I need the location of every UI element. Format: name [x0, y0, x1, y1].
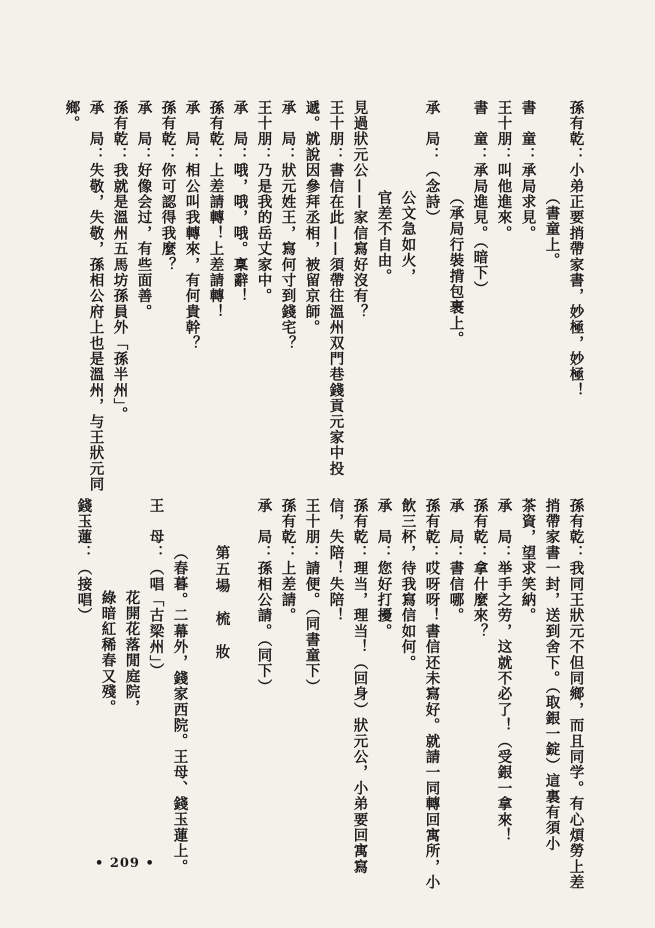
script-column: 信，失陪！失陪！ — [327, 498, 345, 624]
script-column: 承 局：狀元姓王，寫何寸到錢宅？ — [279, 100, 297, 352]
script-column: 捎帶家書一封，送到舍下。（取銀一錠）這裏有須小 — [543, 498, 561, 852]
verse-line: 官差不自由。 — [375, 190, 393, 285]
stage-direction: （承局行裝揹包裹上。 — [447, 190, 465, 347]
script-column: 書 童：承局求見。 — [519, 100, 537, 242]
script-column: 承 局：（念詩） — [423, 100, 441, 226]
script-column: 孫有乾：上差請轉！上差請轉！ — [207, 100, 225, 320]
script-column: 飲三杯，待我寫信如何。 — [399, 498, 417, 671]
script-column: 王十朋：乃是我的岳丈家中。 — [255, 100, 273, 305]
script-column: 承 局：書信哪。 — [447, 498, 465, 624]
script-column: 孫有乾：上差請。 — [279, 498, 297, 624]
script-column: 孫有乾：小弟正要捎帶家書，妙極，妙極！ — [567, 100, 585, 399]
stage-direction: （書童上。 — [543, 190, 561, 269]
script-column: 承 局：您好打擾。 — [375, 498, 393, 640]
script-column: 錢玉蓮：（接唱） — [75, 498, 93, 624]
verse-line: 花開花落閒庭院， — [123, 590, 141, 716]
script-column: 承 局：孫相公請。（同下） — [255, 498, 273, 695]
script-column: 遞。就說因參拜丞相，被留京師。 — [303, 100, 321, 336]
script-column: 鄉。 — [63, 100, 81, 132]
script-column: 孫有乾：我同王狀元不但同鄉，而且同学。有心煩勞上差 — [567, 498, 585, 891]
script-column: 孫有乾：我就是溫州五馬坊孫員外「孫半州」。 — [111, 100, 129, 423]
script-column: 承 局：失敬，失敬，孫相公府上也是溫州，与王狀元同 — [87, 100, 105, 493]
script-column: 孫有乾：你可認得我麼？ — [159, 100, 177, 273]
script-column: 書 童：承局進見。（暗下） — [471, 100, 489, 297]
script-column: 王十朋：書信在此——須帶往溫州双門巷錢貢元家中投 — [327, 100, 345, 477]
script-column: 承 局：举手之劳，这就不必了！（受銀一拿來！ — [495, 498, 513, 844]
script-column: 承 局：好像会过，有些面善。 — [135, 100, 153, 320]
verse-line: 綠暗紅稀春又殘。 — [99, 590, 117, 716]
script-column: 茶資，望求笑納。 — [519, 498, 537, 624]
page-number: • 209 • — [95, 856, 155, 871]
script-column: 孫有乾：理当，理当！（回身）狀元公，小弟要回寓寫 — [351, 498, 369, 875]
scene-heading: 第五場 梳 妝 — [213, 545, 231, 661]
script-column: 承 局：相公叫我轉來，有何貴幹？ — [183, 100, 201, 352]
script-column: 見過狀元公——家信寫好沒有？ — [351, 100, 369, 320]
script-column: 承 局：哦，哦，哦。稟辭！ — [231, 100, 249, 305]
script-column: 孫有乾：拿什麼來？ — [471, 498, 489, 640]
script-column: 孫有乾：哎呀呀！書信还未寫好。就請一同轉回寓所，小 — [423, 498, 441, 891]
script-column: 王 母：（唱「古梁州」） — [147, 498, 165, 680]
script-column: 王十朋：請便。（同書童下） — [303, 498, 321, 695]
script-column: 王十朋：叫他進來。 — [495, 100, 513, 242]
verse-line: 公文急如火， — [399, 190, 417, 285]
stage-direction: （春暮。二幕外，錢家西院。王母、錢玉蓮上。 — [171, 545, 189, 875]
